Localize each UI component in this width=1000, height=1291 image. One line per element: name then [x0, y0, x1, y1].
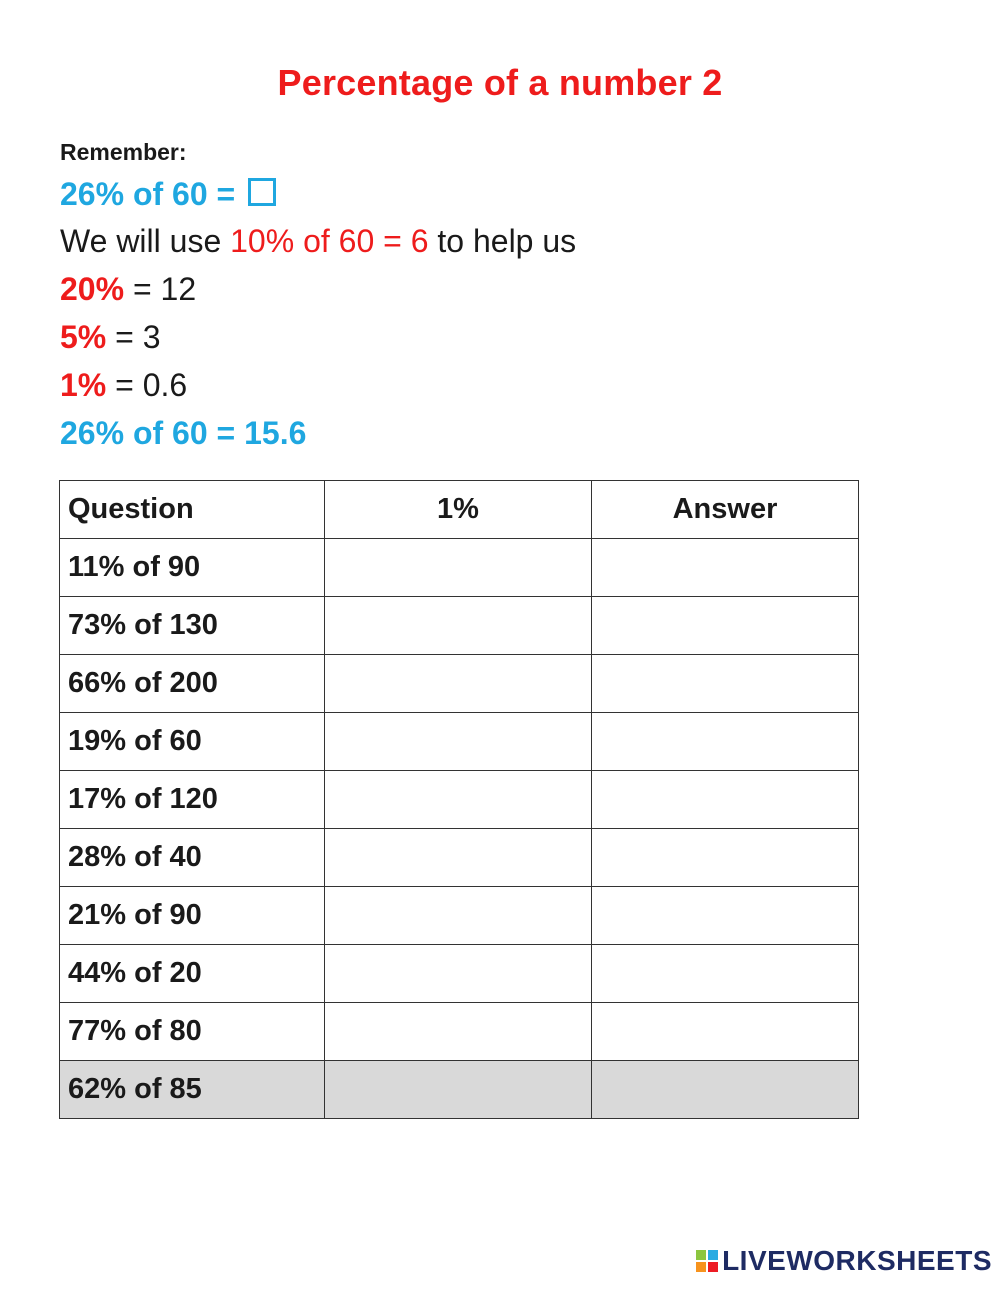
- answer-input[interactable]: [592, 539, 859, 597]
- one-percent-input[interactable]: [325, 539, 592, 597]
- one-percent-input[interactable]: [325, 771, 592, 829]
- table-row: [60, 771, 859, 829]
- step-value: = 0.6: [106, 367, 188, 403]
- hint-line: [60, 223, 576, 260]
- question-cell: 62% of 85: [60, 1061, 325, 1119]
- one-percent-input[interactable]: [325, 887, 592, 945]
- step-line: [60, 271, 196, 308]
- logo-square: [708, 1262, 718, 1272]
- step-line: [60, 319, 161, 356]
- answer-input[interactable]: [592, 771, 859, 829]
- answer-input[interactable]: [592, 945, 859, 1003]
- question-cell: 77% of 80: [60, 1003, 325, 1061]
- question-cell: 21% of 90: [60, 887, 325, 945]
- question-cell: 17% of 120: [60, 771, 325, 829]
- one-percent-input[interactable]: [325, 713, 592, 771]
- page-title: Percentage of a number 2: [277, 62, 723, 103]
- logo-text: LIVEWORKSHEETS: [722, 1245, 992, 1276]
- answer-input[interactable]: [592, 887, 859, 945]
- answer-input[interactable]: [592, 655, 859, 713]
- example-prompt: [60, 176, 276, 213]
- step-value: = 3: [106, 319, 161, 355]
- one-percent-input[interactable]: [325, 655, 592, 713]
- step-line: [60, 367, 187, 404]
- question-cell: 19% of 60: [60, 713, 325, 771]
- example-result: 26% of 60 = 15.6: [60, 415, 307, 451]
- header-answer: Answer: [592, 481, 859, 539]
- table-row: [60, 655, 859, 713]
- header-one-percent: 1%: [325, 481, 592, 539]
- table-row: [60, 1003, 859, 1061]
- one-percent-input[interactable]: [325, 1061, 592, 1119]
- question-cell: 28% of 40: [60, 829, 325, 887]
- header-question: Question: [60, 481, 325, 539]
- step-percent: 20%: [60, 271, 125, 307]
- table-row: [60, 539, 859, 597]
- hint-line-fact: 10% of 60 = 6: [230, 223, 429, 259]
- table-row: [60, 1061, 859, 1119]
- liveworksheets-logo: [696, 1245, 992, 1277]
- answer-input[interactable]: [592, 829, 859, 887]
- table-row: [60, 597, 859, 655]
- answer-input[interactable]: [592, 1061, 859, 1119]
- one-percent-input[interactable]: [325, 829, 592, 887]
- logo-mark-icon: [696, 1250, 718, 1272]
- logo-square: [696, 1262, 706, 1272]
- example-prompt-text: 26% of 60 =: [60, 176, 236, 212]
- table-row: [60, 713, 859, 771]
- answer-box-icon: [248, 178, 276, 206]
- answer-input[interactable]: [592, 597, 859, 655]
- step-value: = 12: [124, 271, 197, 307]
- table-header-row: [60, 481, 859, 539]
- answer-input[interactable]: [592, 713, 859, 771]
- one-percent-input[interactable]: [325, 597, 592, 655]
- one-percent-input[interactable]: [325, 945, 592, 1003]
- answer-input[interactable]: [592, 1003, 859, 1061]
- remember-label: Remember:: [60, 139, 187, 165]
- step-percent: 5%: [60, 319, 107, 355]
- question-cell: 11% of 90: [60, 539, 325, 597]
- logo-square: [708, 1250, 718, 1260]
- percentage-table: [59, 480, 859, 1119]
- question-cell: 44% of 20: [60, 945, 325, 1003]
- logo-square: [696, 1250, 706, 1260]
- question-cell: 66% of 200: [60, 655, 325, 713]
- step-percent: 1%: [60, 367, 107, 403]
- question-cell: 73% of 130: [60, 597, 325, 655]
- table-row: [60, 945, 859, 1003]
- table-row: [60, 887, 859, 945]
- one-percent-input[interactable]: [325, 1003, 592, 1061]
- table-row: [60, 829, 859, 887]
- hint-line-end: to help us: [428, 223, 577, 259]
- hint-line-start: We will use: [60, 223, 231, 259]
